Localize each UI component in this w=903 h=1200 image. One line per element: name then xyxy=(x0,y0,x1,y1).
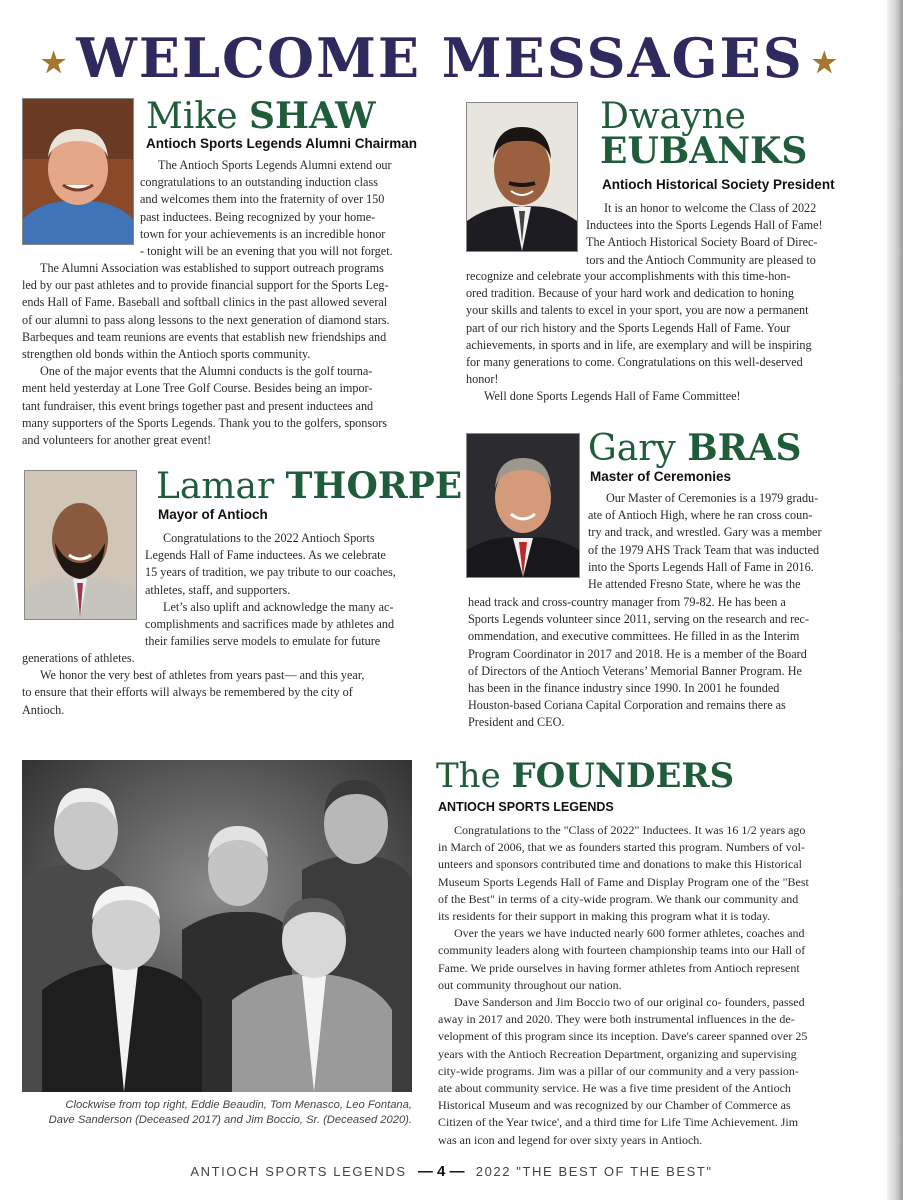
shaw-body-top xyxy=(140,157,426,260)
bras-body-top xyxy=(588,490,855,593)
text-line: into the Sports Legends Hall of Fame in 2016. xyxy=(588,559,814,574)
caption-line: Clockwise from top right, Eddie Beaudin, Tom Menasco, Leo Fontana, xyxy=(65,1099,412,1111)
text-line: and welcomes them into the fraternity of over 150 xyxy=(140,192,385,207)
text-line: Dave Sanderson and Jim Boccio two of our original co- founders, passed xyxy=(454,995,805,1010)
text-line: athletes, staff, and supporters. xyxy=(145,582,291,597)
text-line: ate of Antioch High, where he ran cross coun- xyxy=(588,508,813,523)
text-line: Program Coordinator in 2017 and 2018. He is a member of the Board xyxy=(468,646,807,661)
text-line: President and CEO. xyxy=(468,715,565,730)
thorpe-first-name: Lamar xyxy=(156,466,275,507)
text-line: Fame. We pride ourselves in having former athletes from Antioch represent xyxy=(438,960,800,975)
star-icon: ★ xyxy=(811,45,839,79)
text-line: Congratulations to the "Class of 2022" Inductees. It was 16 1/2 years ago xyxy=(454,823,806,837)
text-line: velopment of this program since its inception. Dave's career spanned over 25 xyxy=(438,1029,808,1044)
text-line: Antioch. xyxy=(22,702,65,717)
text-line: recognize and celebrate your accomplishments with this time-hon- xyxy=(466,269,791,283)
founders-photo-caption xyxy=(22,1098,412,1128)
text-line: your skills and talents to excel in your sport, you are now a permanent xyxy=(466,303,809,318)
bras-body-bottom xyxy=(468,594,855,732)
text-line: for many generations to come. Congratulations on this well-deserved xyxy=(466,355,803,370)
footer-page-number: — 4 — xyxy=(417,1163,465,1180)
footer-publication: ANTIOCH SPORTS LEGENDS xyxy=(190,1164,407,1179)
founders-subheading: ANTIOCH SPORTS LEGENDS xyxy=(438,800,614,814)
text-line: was an icon and legend for over sixty years in Antioch. xyxy=(438,1132,703,1147)
text-line: out community throughout our nation. xyxy=(438,977,622,992)
text-line: complishments and sacrifices made by athletes and xyxy=(145,617,395,632)
thorpe-last-name: THORPE xyxy=(285,465,463,507)
thorpe-name xyxy=(156,466,462,507)
text-line: Well done Sports Legends Hall of Fame Committee! xyxy=(484,389,741,404)
text-line: ate about community service. He was a five time president of the Antioch xyxy=(438,1081,791,1096)
founders-group-photo xyxy=(22,760,412,1092)
text-line: ment held yesterday at Lone Tree Golf Course. Besides being an impor- xyxy=(22,381,373,396)
thorpe-portrait-photo xyxy=(24,470,137,620)
text-line: part of our rich history and the Sports Legends Hall of Fame. Your xyxy=(466,320,791,335)
bras-role: Master of Ceremonies xyxy=(590,469,732,484)
text-line: its residents for their support in making this program what it is today. xyxy=(438,909,771,924)
text-line: The Antioch Historical Society Board of Direc- xyxy=(586,235,818,250)
eubanks-body-top xyxy=(586,200,854,269)
text-line: It is an honor to welcome the Class of 2022 xyxy=(604,201,817,215)
eubanks-last-name: EUBANKS xyxy=(600,130,808,172)
caption-line: Dave Sanderson (Deceased 2017) and Jim Boccio, Sr. (Deceased 2020). xyxy=(48,1114,412,1126)
thorpe-role: Mayor of Antioch xyxy=(158,507,268,522)
text-line: He attended Fresno State, where he was the xyxy=(588,577,801,592)
text-line: We honor the very best of athletes from years past— and this year, xyxy=(40,668,365,683)
eubanks-role: Antioch Historical Society President xyxy=(602,177,835,192)
eubanks-name xyxy=(600,96,808,172)
page-number: 4 xyxy=(437,1163,446,1180)
bras-first-name: Gary xyxy=(588,428,676,469)
text-line: has been in the finance industry since 1990. In 2001 he founded xyxy=(468,681,780,696)
text-line: Congratulations to the 2022 Antioch Sports xyxy=(163,531,375,545)
text-line: their families serve models to emulate for future xyxy=(145,634,381,649)
text-line: tors and the Antioch Community are pleased to xyxy=(586,252,816,267)
text-line: head track and cross-country manager from 79-82. He has been a xyxy=(468,595,786,609)
eubanks-body-bottom xyxy=(466,268,854,406)
text-line: Houston-based Coriana Capital Corporation and remains there as xyxy=(468,698,786,713)
thorpe-body-bottom xyxy=(22,650,427,719)
shaw-body-bottom xyxy=(22,260,426,449)
bras-last-name: BRAS xyxy=(687,427,802,469)
text-line: Legends Hall of Fame inductees. As we celebrate xyxy=(145,548,386,563)
star-icon: ★ xyxy=(41,45,69,79)
shaw-first-name: Mike xyxy=(146,96,238,137)
text-line: The Alumni Association was established to support outreach programs xyxy=(40,261,384,275)
text-line: to ensure that their efforts will always be remembered by the city of xyxy=(22,685,353,700)
bras-name xyxy=(588,428,802,469)
text-line: of the 1979 AHS Track Team that was inducted xyxy=(588,542,820,557)
text-line: unteers and sponsors contributed time and donations to make this Historical xyxy=(438,857,802,872)
text-line: Over the years we have inducted nearly 600 former athletes, coaches and xyxy=(454,926,805,941)
text-line: away in 2017 and 2020. They were both instrumental influences in the de- xyxy=(438,1012,795,1027)
text-line: generations of athletes. xyxy=(22,651,135,665)
text-line: ends Hall of Fame. Baseball and softball clinics in the past allowed several xyxy=(22,295,388,310)
text-line: - tonight will be an evening that you will not forget. xyxy=(140,244,393,259)
eubanks-first-name: Dwayne xyxy=(600,96,746,137)
text-line: Historical Museum and was recognized by our Chamber of Commerce as xyxy=(438,1098,791,1113)
page-edge-shadow xyxy=(887,0,903,1200)
text-line: The Antioch Sports Legends Alumni extend our xyxy=(158,158,392,172)
shaw-portrait-photo xyxy=(22,98,134,245)
text-line: ommendation, and executive committees. He filled in as the Interim xyxy=(468,629,800,644)
text-line: Let’s also uplift and acknowledge the many ac- xyxy=(163,599,394,614)
text-line: in March of 2006, that we as founders started this program. Numbers of vol- xyxy=(438,840,805,855)
text-line: and volunteers for another great event! xyxy=(22,433,212,448)
text-line: Museum Sports Legends Hall of Fame and Display Program one of the "Best xyxy=(438,874,809,889)
text-line: honor! xyxy=(466,372,499,387)
text-line: community leaders along with fourteen championship teams into our Hall of xyxy=(438,943,806,958)
text-line: of our alumni to pass along lessons to the next generation of diamond stars. xyxy=(22,312,390,327)
text-line: 15 years of tradition, we pay tribute to our coaches, xyxy=(145,565,396,580)
text-line: One of the major events that the Alumni conducts is the golf tourna- xyxy=(40,364,373,379)
text-line: Inductees into the Sports Legends Hall of Fame! xyxy=(586,218,823,233)
page-title xyxy=(0,26,880,95)
page-footer xyxy=(0,1163,903,1180)
shaw-name xyxy=(146,96,376,137)
text-line: Our Master of Ceremonies is a 1979 gradu- xyxy=(606,491,819,505)
text-line: city-wide programs. Jim was a pillar of our community and a very passion- xyxy=(438,1063,799,1078)
founders-body xyxy=(438,822,855,1149)
text-line: Citizen of the Year twice', and a third time for Life Time Achievement. Jim xyxy=(438,1115,799,1130)
text-line: town for your achievements is an incredible honor xyxy=(140,226,386,241)
text-line: led by our past athletes and to provide financial support for the Sports Leg- xyxy=(22,278,389,293)
footer-tagline: 2022 "THE BEST OF THE BEST" xyxy=(475,1164,713,1179)
founders-heading xyxy=(436,756,734,796)
text-line: try and track, and wrestled. Gary was a member xyxy=(588,525,822,540)
text-line: many supporters of the Sports Legends. Thank you to the golfers, sponsors xyxy=(22,415,388,430)
eubanks-portrait-photo xyxy=(466,102,578,252)
thorpe-body-top xyxy=(145,530,427,650)
founders-heading-first: The xyxy=(436,756,501,796)
shaw-role: Antioch Sports Legends Alumni Chairman xyxy=(146,136,418,151)
text-line: achievements, in sports and in life, are exemplary and will be inspiring xyxy=(466,337,812,352)
text-line: past inductees. Being recognized by your home- xyxy=(140,209,376,224)
text-line: congratulations to an outstanding induction class xyxy=(140,175,378,190)
text-line: tant fundraiser, this event brings together past and present inductees and xyxy=(22,398,374,413)
text-line: of Directors of the Antioch Veterans’ Memorial Banner Program. He xyxy=(468,663,802,678)
text-line: years with the Antioch Recreation Department, organizing and supervising xyxy=(438,1046,797,1061)
text-line: strengthen old bonds within the Antioch sports community. xyxy=(22,347,311,362)
text-line: of the Best" in terms of a city-wide program. We thank our community and xyxy=(438,891,799,906)
founders-heading-last: FOUNDERS xyxy=(511,756,735,796)
page-title-text: WELCOME MESSAGES xyxy=(76,26,804,90)
text-line: Sports Legends volunteer since 2011, serving on the research and rec- xyxy=(468,612,810,627)
shaw-last-name: SHAW xyxy=(248,95,376,137)
text-line: Barbeques and team reunions are events that establish new friendships and xyxy=(22,329,387,344)
bras-portrait-photo xyxy=(466,433,580,578)
text-line: ored tradition. Because of your hard work and dedication to honing xyxy=(466,286,794,301)
